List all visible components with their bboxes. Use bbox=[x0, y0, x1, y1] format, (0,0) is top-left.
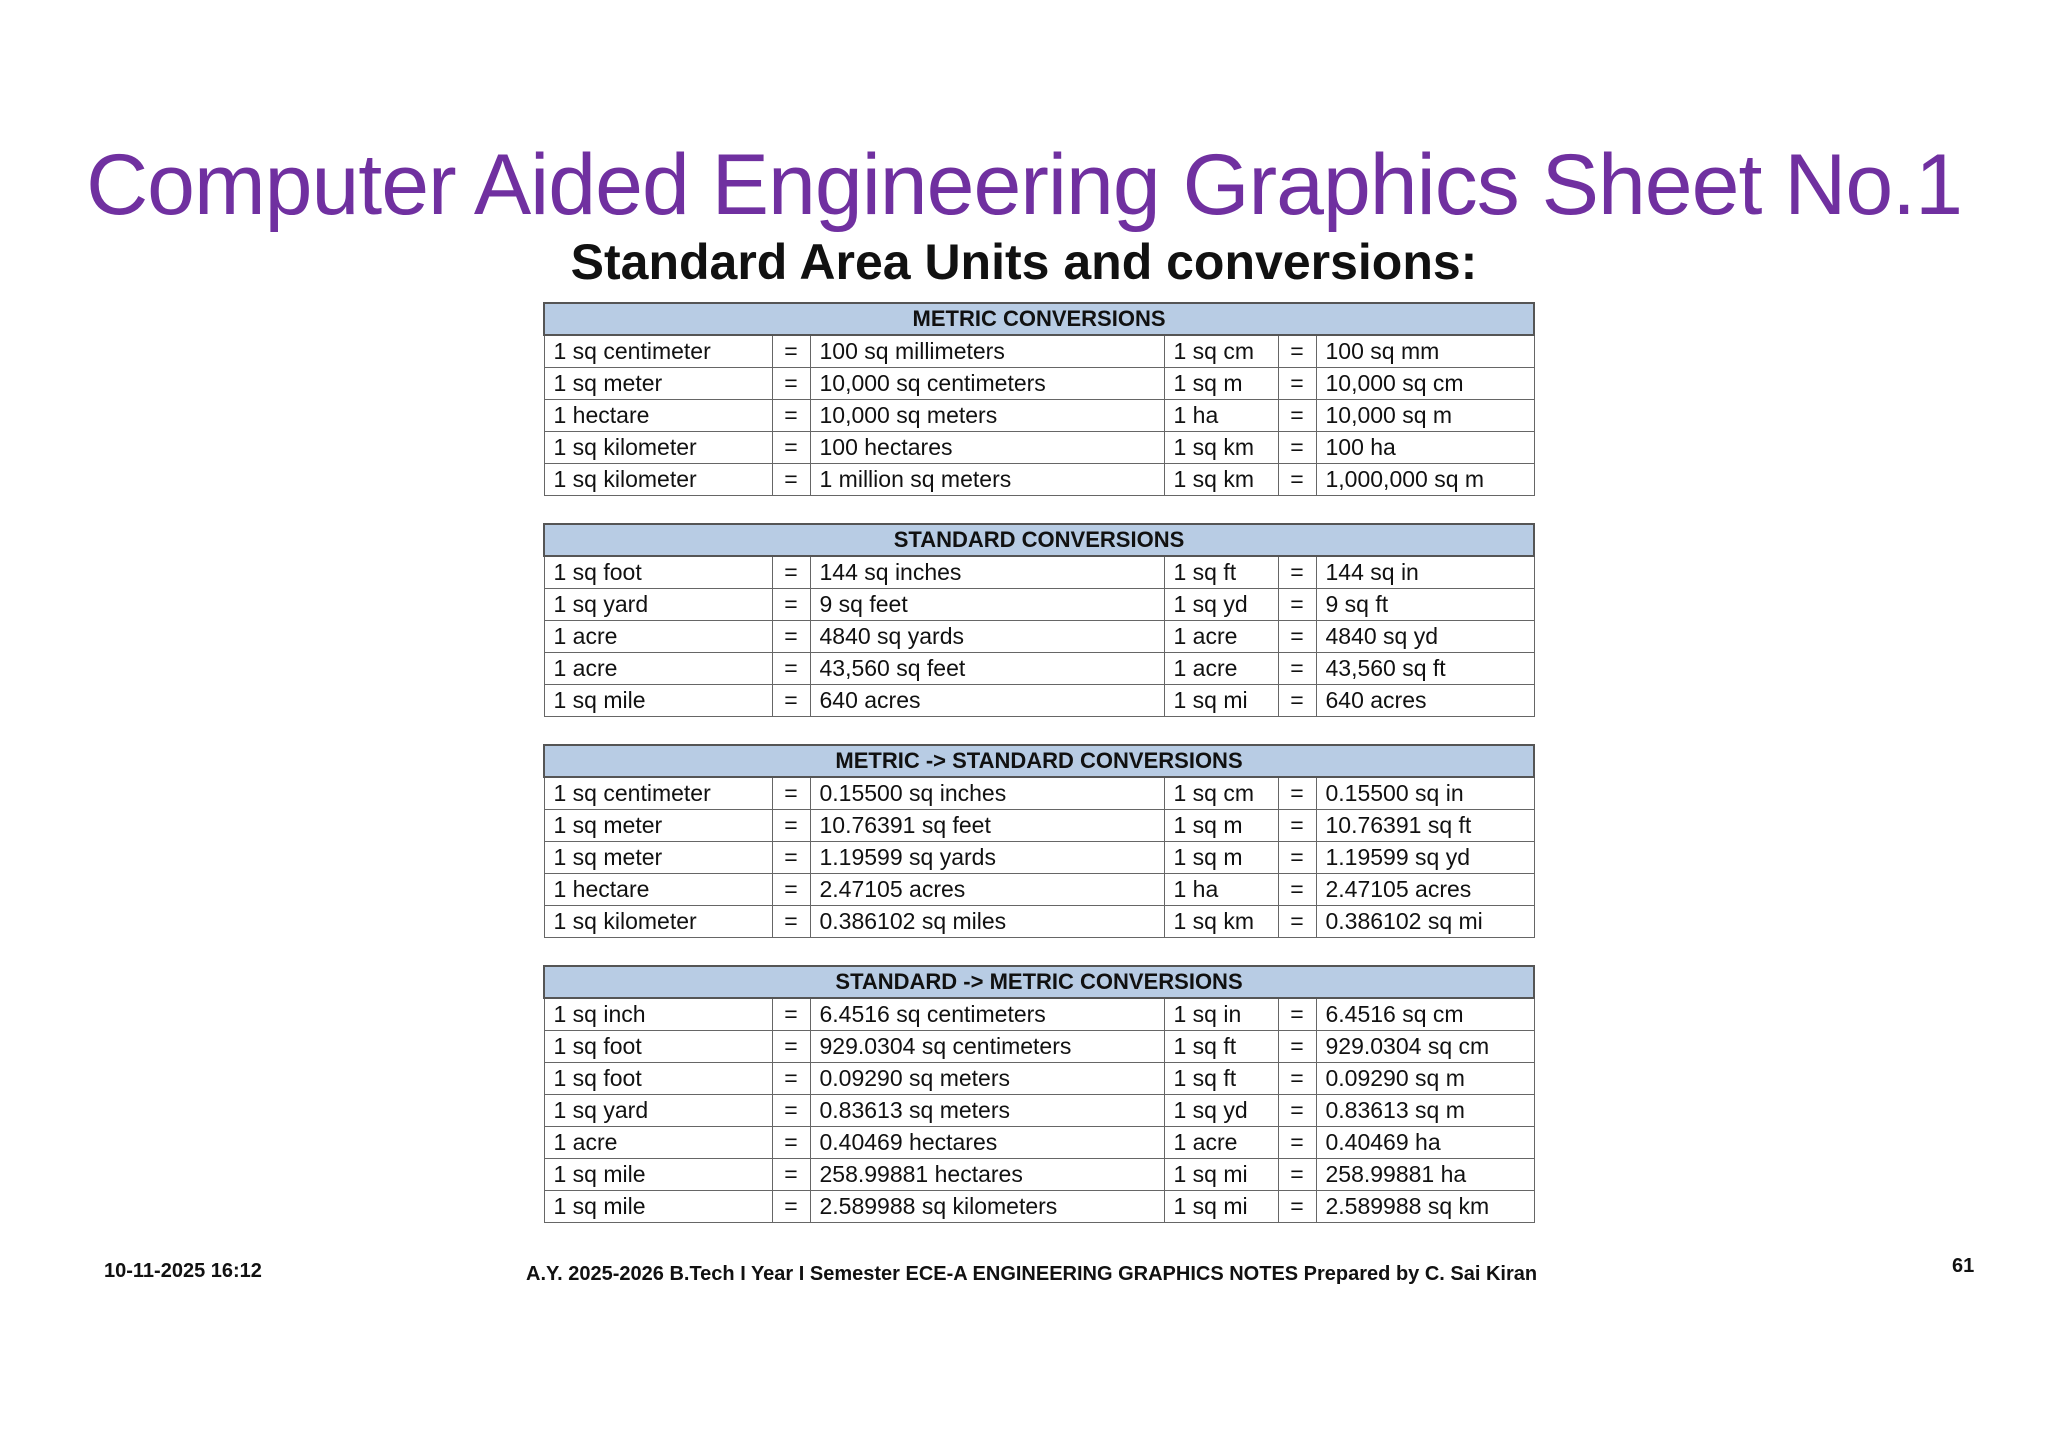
table-row bbox=[544, 906, 1534, 938]
table-cell: = bbox=[1278, 335, 1316, 368]
table-cell: = bbox=[772, 842, 810, 874]
table-cell: 1 sq yard bbox=[544, 589, 772, 621]
table-cell: 1 sq km bbox=[1164, 906, 1278, 938]
table-cell: = bbox=[1278, 810, 1316, 842]
table-row bbox=[544, 998, 1534, 1031]
table-cell: 6.4516 sq centimeters bbox=[810, 998, 1164, 1031]
table-cell: 1 acre bbox=[544, 621, 772, 653]
table-row bbox=[544, 842, 1534, 874]
table-cell: 1 million sq meters bbox=[810, 464, 1164, 496]
table-cell: 1,000,000 sq m bbox=[1316, 464, 1534, 496]
slide-subtitle: Standard Area Units and conversions: bbox=[570, 234, 1478, 290]
table-cell: 0.15500 sq in bbox=[1316, 777, 1534, 810]
table-cell: 1.19599 sq yards bbox=[810, 842, 1164, 874]
table-cell: 2.47105 acres bbox=[810, 874, 1164, 906]
footer-course-info: A.Y. 2025-2026 B.Tech I Year I Semester ECE-A ENGINEERING GRAPHICS NOTES Prepared by C. Sai Kiran bbox=[526, 1263, 1538, 1285]
table-cell: = bbox=[1278, 998, 1316, 1031]
table-cell: 1 sq mi bbox=[1164, 685, 1278, 717]
table-cell: 1 sq km bbox=[1164, 464, 1278, 496]
table-cell: = bbox=[772, 998, 810, 1031]
table-cell: 1 sq centimeter bbox=[544, 777, 772, 810]
table-cell: 43,560 sq feet bbox=[810, 653, 1164, 685]
table-row bbox=[544, 874, 1534, 906]
table-row bbox=[544, 685, 1534, 717]
table-cell: 1 sq yd bbox=[1164, 1095, 1278, 1127]
metric-to-standard-table bbox=[543, 744, 1535, 938]
table-cell: 1 acre bbox=[544, 1127, 772, 1159]
table-cell: = bbox=[772, 335, 810, 368]
table-cell: 1 sq centimeter bbox=[544, 335, 772, 368]
table-cell: 144 sq inches bbox=[810, 556, 1164, 589]
table-cell: = bbox=[1278, 1031, 1316, 1063]
table-row bbox=[544, 432, 1534, 464]
standard-to-metric-table bbox=[543, 965, 1535, 1223]
table-cell: 9 sq ft bbox=[1316, 589, 1534, 621]
table-row bbox=[544, 1095, 1534, 1127]
table-cell: 0.40469 hectares bbox=[810, 1127, 1164, 1159]
table-heading: STANDARD -> METRIC CONVERSIONS bbox=[544, 966, 1534, 998]
table-cell: 43,560 sq ft bbox=[1316, 653, 1534, 685]
table-cell: 1 acre bbox=[1164, 653, 1278, 685]
footer-datetime: 10-11-2025 16:12 bbox=[104, 1260, 262, 1282]
table-cell: 258.99881 hectares bbox=[810, 1159, 1164, 1191]
table-cell: 0.386102 sq mi bbox=[1316, 906, 1534, 938]
table-cell: = bbox=[772, 1191, 810, 1223]
table-cell: = bbox=[1278, 1191, 1316, 1223]
table-cell: 2.589988 sq km bbox=[1316, 1191, 1534, 1223]
table-row bbox=[544, 1159, 1534, 1191]
table-cell: = bbox=[772, 1031, 810, 1063]
table-cell: = bbox=[1278, 556, 1316, 589]
table-cell: = bbox=[1278, 464, 1316, 496]
table-cell: 929.0304 sq cm bbox=[1316, 1031, 1534, 1063]
table-cell: = bbox=[1278, 589, 1316, 621]
table-cell: 1 sq foot bbox=[544, 556, 772, 589]
table-heading: METRIC CONVERSIONS bbox=[544, 303, 1534, 335]
table-cell: 1 sq kilometer bbox=[544, 464, 772, 496]
table-cell: = bbox=[1278, 368, 1316, 400]
table-cell: = bbox=[1278, 842, 1316, 874]
table-cell: 0.40469 ha bbox=[1316, 1127, 1534, 1159]
table-cell: = bbox=[772, 653, 810, 685]
table-cell: = bbox=[1278, 653, 1316, 685]
table-cell: 1 sq m bbox=[1164, 368, 1278, 400]
table-cell: 100 sq mm bbox=[1316, 335, 1534, 368]
table-cell: 144 sq in bbox=[1316, 556, 1534, 589]
slide-title: Computer Aided Engineering Graphics Sheet No.1 bbox=[86, 137, 1962, 233]
table-cell: = bbox=[772, 1095, 810, 1127]
table-row bbox=[544, 400, 1534, 432]
table-cell: = bbox=[1278, 432, 1316, 464]
table-cell: = bbox=[1278, 685, 1316, 717]
table-cell: 1 sq in bbox=[1164, 998, 1278, 1031]
table-cell: 1 sq yard bbox=[544, 1095, 772, 1127]
table-cell: 1 sq foot bbox=[544, 1063, 772, 1095]
page-number: 61 bbox=[1952, 1255, 1975, 1277]
table-cell: 4840 sq yd bbox=[1316, 621, 1534, 653]
table-cell: 1 sq kilometer bbox=[544, 432, 772, 464]
table-row bbox=[544, 1127, 1534, 1159]
table-cell: = bbox=[772, 621, 810, 653]
table-cell: = bbox=[1278, 777, 1316, 810]
table-cell: = bbox=[1278, 621, 1316, 653]
table-cell: 1 sq mi bbox=[1164, 1159, 1278, 1191]
conversion-tables bbox=[543, 302, 1533, 1250]
table-cell: 929.0304 sq centimeters bbox=[810, 1031, 1164, 1063]
table-cell: 1 sq cm bbox=[1164, 335, 1278, 368]
table-cell: 1 sq ft bbox=[1164, 556, 1278, 589]
table-cell: = bbox=[1278, 874, 1316, 906]
table-cell: 6.4516 sq cm bbox=[1316, 998, 1534, 1031]
table-cell: = bbox=[772, 685, 810, 717]
table-cell: = bbox=[772, 1159, 810, 1191]
table-cell: 1 sq m bbox=[1164, 842, 1278, 874]
table-cell: 1 acre bbox=[1164, 621, 1278, 653]
table-cell: 1 acre bbox=[1164, 1127, 1278, 1159]
table-cell: 1 sq meter bbox=[544, 810, 772, 842]
table-row bbox=[544, 1191, 1534, 1223]
table-cell: = bbox=[772, 400, 810, 432]
table-cell: = bbox=[772, 556, 810, 589]
table-cell: = bbox=[1278, 1159, 1316, 1191]
table-cell: 10,000 sq cm bbox=[1316, 368, 1534, 400]
table-cell: 1 sq ft bbox=[1164, 1063, 1278, 1095]
table-cell: 1 ha bbox=[1164, 874, 1278, 906]
table-cell: 0.83613 sq meters bbox=[810, 1095, 1164, 1127]
table-cell: = bbox=[1278, 1127, 1316, 1159]
table-row bbox=[544, 368, 1534, 400]
table-cell: 10,000 sq meters bbox=[810, 400, 1164, 432]
table-cell: 0.09290 sq meters bbox=[810, 1063, 1164, 1095]
table-cell: = bbox=[772, 906, 810, 938]
table-cell: 1 sq foot bbox=[544, 1031, 772, 1063]
table-cell: 0.83613 sq m bbox=[1316, 1095, 1534, 1127]
table-heading: METRIC -> STANDARD CONVERSIONS bbox=[544, 745, 1534, 777]
table-cell: 100 ha bbox=[1316, 432, 1534, 464]
table-cell: 100 sq millimeters bbox=[810, 335, 1164, 368]
table-cell: 1 sq km bbox=[1164, 432, 1278, 464]
table-cell: 640 acres bbox=[1316, 685, 1534, 717]
table-row bbox=[544, 589, 1534, 621]
table-cell: 100 hectares bbox=[810, 432, 1164, 464]
table-cell: 1 sq ft bbox=[1164, 1031, 1278, 1063]
table-row bbox=[544, 653, 1534, 685]
table-cell: = bbox=[772, 810, 810, 842]
table-cell: 2.589988 sq kilometers bbox=[810, 1191, 1164, 1223]
table-cell: = bbox=[1278, 906, 1316, 938]
table-cell: 0.386102 sq miles bbox=[810, 906, 1164, 938]
table-cell: 1 ha bbox=[1164, 400, 1278, 432]
table-cell: 1 sq mi bbox=[1164, 1191, 1278, 1223]
table-cell: 1 acre bbox=[544, 653, 772, 685]
table-cell: = bbox=[772, 874, 810, 906]
table-cell: 1 sq m bbox=[1164, 810, 1278, 842]
table-row bbox=[544, 556, 1534, 589]
table-cell: 10.76391 sq ft bbox=[1316, 810, 1534, 842]
table-cell: = bbox=[772, 368, 810, 400]
table-cell: 0.15500 sq inches bbox=[810, 777, 1164, 810]
table-cell: = bbox=[772, 777, 810, 810]
table-row bbox=[544, 1063, 1534, 1095]
table-cell: 1.19599 sq yd bbox=[1316, 842, 1534, 874]
table-cell: 258.99881 ha bbox=[1316, 1159, 1534, 1191]
table-cell: 1 sq mile bbox=[544, 1191, 772, 1223]
table-cell: 1 sq meter bbox=[544, 368, 772, 400]
table-cell: = bbox=[772, 1063, 810, 1095]
table-cell: 2.47105 acres bbox=[1316, 874, 1534, 906]
table-cell: = bbox=[1278, 1063, 1316, 1095]
table-cell: 10.76391 sq feet bbox=[810, 810, 1164, 842]
table-cell: 1 sq kilometer bbox=[544, 906, 772, 938]
table-cell: 10,000 sq m bbox=[1316, 400, 1534, 432]
table-cell: = bbox=[772, 1127, 810, 1159]
table-cell: = bbox=[772, 589, 810, 621]
table-cell: 1 sq yd bbox=[1164, 589, 1278, 621]
table-cell: 0.09290 sq m bbox=[1316, 1063, 1534, 1095]
table-cell: 1 sq mile bbox=[544, 685, 772, 717]
table-cell: 1 hectare bbox=[544, 400, 772, 432]
table-row bbox=[544, 621, 1534, 653]
table-cell: 4840 sq yards bbox=[810, 621, 1164, 653]
table-cell: 1 sq cm bbox=[1164, 777, 1278, 810]
table-cell: 1 hectare bbox=[544, 874, 772, 906]
table-row bbox=[544, 1031, 1534, 1063]
table-cell: = bbox=[1278, 1095, 1316, 1127]
table-row bbox=[544, 777, 1534, 810]
table-cell: = bbox=[772, 432, 810, 464]
table-heading: STANDARD CONVERSIONS bbox=[544, 524, 1534, 556]
table-row bbox=[544, 464, 1534, 496]
metric-conversions-table bbox=[543, 302, 1535, 496]
table-cell: = bbox=[772, 464, 810, 496]
table-cell: 10,000 sq centimeters bbox=[810, 368, 1164, 400]
table-cell: 1 sq meter bbox=[544, 842, 772, 874]
table-row bbox=[544, 810, 1534, 842]
table-cell: = bbox=[1278, 400, 1316, 432]
table-cell: 9 sq feet bbox=[810, 589, 1164, 621]
standard-conversions-table bbox=[543, 523, 1535, 717]
table-cell: 1 sq mile bbox=[544, 1159, 772, 1191]
table-cell: 640 acres bbox=[810, 685, 1164, 717]
table-cell: 1 sq inch bbox=[544, 998, 772, 1031]
table-row bbox=[544, 335, 1534, 368]
